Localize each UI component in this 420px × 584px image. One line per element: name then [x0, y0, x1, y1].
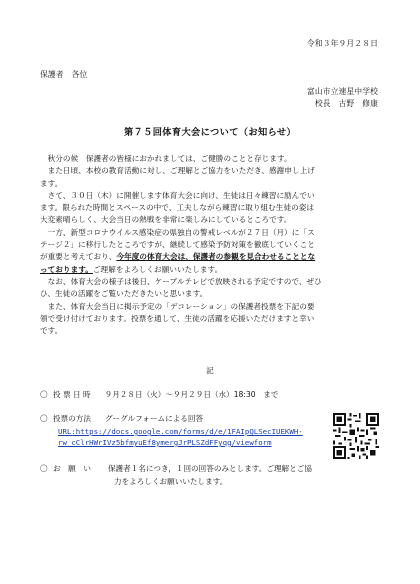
method-item [40, 413, 203, 425]
request-item [40, 463, 312, 475]
plain-text: ご理解をよろしくお願いいたします。 [92, 264, 223, 274]
emphasized-text: 今年度の体育大会は、保護者の参観を見合わせることとな [116, 252, 316, 262]
method-value: グーグルフォームによる回答 [104, 414, 204, 423]
paragraph-line [40, 264, 390, 276]
ki-heading: 記 [206, 366, 214, 375]
request-value: 保護者１名につき，１回の回答のみとします。ご理解とご協 [107, 464, 312, 473]
paragraph-line: テージ２」に移行したところですが、継続して感染予防対策を徹底していくこと [40, 240, 315, 250]
bullet-circle-icon: 〇 [40, 464, 48, 473]
paragraph-line: 秋分の候 保護者の皆様におかれましては、ご健勝のことと存じます。 [40, 154, 292, 163]
qr-code-icon [333, 413, 379, 459]
principal-name: 校長 古野 修康 [314, 99, 378, 108]
schedule-value: ９月２８日（火）～９月２９日（水）18:30 まで [104, 390, 279, 399]
paragraph-line: ます。 [40, 178, 63, 188]
paragraph-line: 領で受け付けております。投票を通して、生徒の活躍を応援いただけますと幸い [40, 313, 315, 323]
addressee: 保護者 各位 [40, 70, 88, 79]
request-item-continued: 力をよろしくお願いいたします。 [114, 477, 228, 486]
form-url-link[interactable]: URL:https://docs.google.com/forms/d/e/1FAIpQLSecIUEKWH- [58, 427, 303, 436]
paragraph-line: 一方、新型コロナウイルス感染症の県独自の警戒レベルが２７日（月）に「ス [40, 227, 315, 237]
letter-body [40, 153, 390, 337]
plain-text: が重要と考えており、 [40, 252, 117, 262]
school-name: 富山市立速星中学校 [306, 87, 378, 96]
request-label: お 願 い [53, 464, 91, 473]
method-label: 投票の方法 [53, 414, 91, 423]
schedule-item [40, 389, 278, 401]
paragraph-line [40, 251, 390, 263]
paragraph-line: です。 [40, 326, 63, 336]
paragraph-line: なお、体育大会の様子は後日、ケーブルテレビで放映される予定ですので、ぜひ [40, 276, 322, 286]
paragraph-line: ます。限られた時間とスペースの中で、工夫しながら練習に取り組む生徒の姿は [40, 203, 315, 213]
paragraph-line: また、体育大会当日に掲示予定の「デコレーション」の保護者投票を下記の要 [40, 301, 315, 311]
paragraph-line: 大変素晴らしく、大会当日の熱戦を非常に楽しみにしているところです。 [40, 215, 292, 225]
paragraph-line: ひ、生徒の活躍をご覧いただきたいと思います。 [40, 289, 208, 299]
paragraph-line: さて、３０日（木）に開催します体育大会に向け、生徒は日々練習に励んでい [40, 190, 315, 200]
bullet-circle-icon: 〇 [40, 414, 48, 423]
emphasized-text: っております。 [40, 264, 93, 274]
schedule-label: 投 票 日 時 [53, 390, 91, 399]
document-title: 第７５回体育大会について（お知らせ） [123, 127, 297, 138]
bullet-circle-icon: 〇 [40, 390, 48, 399]
paragraph-line: また日頃、本校の教育活動に対し、ご理解とご協力をいただき、感謝申し上げ [40, 166, 315, 176]
document-date: 令和３年９月２８日 [306, 39, 378, 48]
form-url-link-continued[interactable]: rw_cClrHWrIVz5bfmyuEf8ymergJrPLSZdFFyqg/viewform [58, 438, 272, 447]
